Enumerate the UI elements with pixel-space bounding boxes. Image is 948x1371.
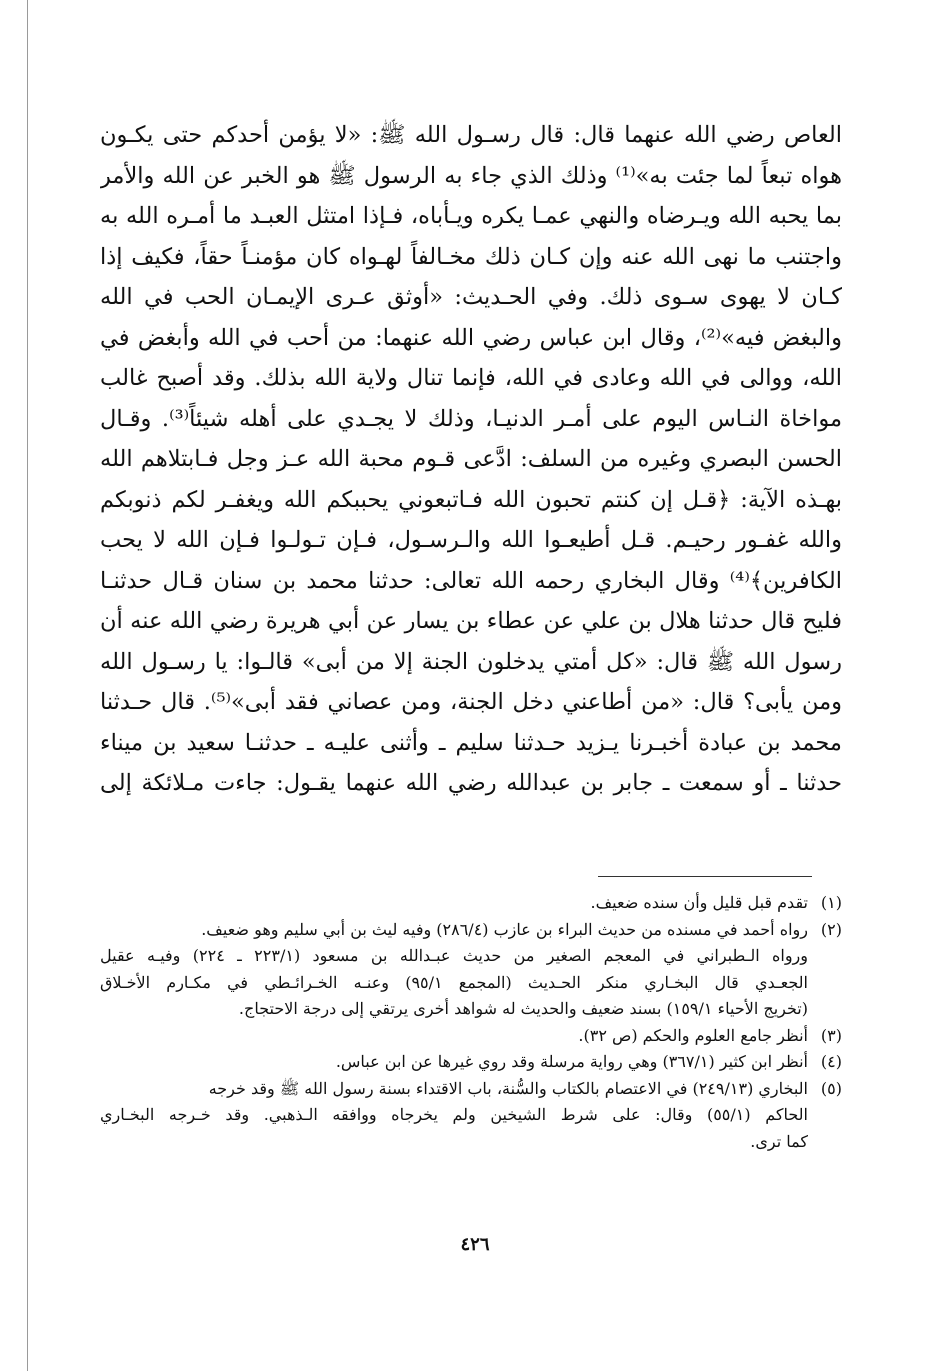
footnote-text: تقدم قبل قليل وأن سنده ضعيف. (590, 893, 808, 912)
text-line: بما يحبه الله ويـرضاه والنهي عمـا يكره ويـأباه، فـإذا امتثل العبـد ما أمـره الله به (100, 203, 842, 229)
footnote-number: (٥) (820, 1078, 842, 1098)
text-line: ومن يأبى؟ قال: «من أطاعني دخل الجنة، ومن عصاني فقد أبى»⁽⁵⁾. قال حـدثنا (100, 689, 842, 715)
footnote-text: رواه أحمد في مسنده من حديث البراء بن عازب (٢٨٦/٤) وفيه ليث بن أبي سليم وهو ضعيف. (201, 919, 808, 939)
footnote-line (100, 1076, 842, 1103)
text-line: واجتنب ما نهى الله عنه وإن كـان ذلك مخـالفاً لهـواه كان مؤمنـاً حقاً، فكيف إذا (100, 243, 842, 270)
footnote-line: (تخريج الأحياء ١٥٩/١) بسند ضعيف والحديث له شواهد أخرى يرتقي إلى درجة الاحتجاج. (238, 999, 808, 1018)
text-line: حدثنا ـ أو سمعت ـ جابر بن عبدالله رضي الله عنهما يقـول: جاءت مـلائكة إلى (100, 770, 842, 796)
footnote-line (100, 890, 842, 917)
text-line: كـان لا يهوى سـوى ذلك. وفي الحـديث: «أوثق عـرى الإيمـان الحب في الله (100, 284, 842, 310)
footnote-text: البخاري (٢٤٩/١٣) في الاعتصام بالكتاب والسُّنة، باب الاقتداء بسنة رسول الله ﷺ وقد خرجه (208, 1078, 808, 1098)
footnote-number: (١) (820, 893, 842, 912)
footnote-line: ورواه الـطبراني في المعجم الصغير من حديث عبـدالله بن مسعود (٢٢٣/١ ـ ٢٢٤) وفيـه عقيل (100, 946, 808, 965)
footnote-line (100, 1049, 842, 1076)
footnote-line: الحاكم (٥٥/١) وقال: على شرط الشيخين ولم يخرجاه ووافقه الـذهبي. وقد خـرجه البخـاري (100, 1105, 808, 1124)
footnote-separator (598, 876, 812, 877)
text-line: والله غفـور رحيـم. قـل أطيعـوا الله والـرسـول، فـإن تـولـوا فـإن الله لا يحب (100, 527, 842, 553)
main-text-block (100, 115, 842, 804)
text-line: هواه تبعاً لما جئت به»⁽¹⁾ وذلك الذي جاء به الرسول ﷺ هو الخبر عن الله والأمر (100, 162, 842, 189)
text-line: فليح قال حدثنا هلال بن علي عن عطاء بن يسار عن أبي هريرة رضي الله عنه أن (100, 608, 842, 634)
footnote-text: أنظر جامع العلوم والحكم (ص ٣٢). (578, 1025, 808, 1045)
text-line: مواخاة النـاس اليوم على أمـر الدنيـا، وذلك لا يجـدي على أهله شيئاً⁽³⁾. وقـال (100, 405, 842, 432)
footnote-line (100, 917, 842, 944)
footnote-number: (٢) (820, 919, 842, 939)
page-edge-line (27, 0, 28, 1371)
text-line: الحسن البصري وغيره من السلف: ادَّعى قـوم محبة الله عـز وجل فـابتلاهم الله (100, 446, 842, 472)
footnote-line: الجعـدي قال البخـاري منكر الحـديث (المجمع ٩٥/١) وعنـه الخـرائـطي في مكـارم الأخـلاق (100, 972, 808, 992)
text-line: رسول الله ﷺ قال: «كل أمتي يدخلون الجنة إلا من أبى» قالـوا: يا رسـول الله (100, 648, 842, 675)
text-line: بهـذه الآية: ﴿قـل إن كنتم تحبون الله فـاتبعوني يحببكم الله ويغفـر لكم ذنوبكم (100, 486, 842, 513)
page-number: ٤٢٦ (460, 1234, 490, 1255)
text-line: والبغض فيه»⁽²⁾، وقال ابن عباس رضي الله عنهما: من أحب في الله وأبغض في (100, 324, 842, 351)
footnote-line (100, 1023, 842, 1050)
footnote-number: (٤) (820, 1052, 842, 1071)
footnote-number: (٣) (820, 1025, 842, 1045)
footnote-line: كما ترى. (750, 1131, 808, 1151)
footnote-text: أنظر ابن كثير (٣٦٧/١) وهي رواية مرسلة وقد روي غيرها عن ابن عباس. (335, 1052, 808, 1071)
text-line: الله، ووالى في الله وعادى في الله، فإنما تنال ولاية الله بذلك. وقد أصبح غالب (100, 365, 842, 391)
text-line: محمد بن عبادة أخبـرنا يـزيد حـدثنا سليم ـ وأثنى عليـه ـ حدثنـا سعيد بن ميناء (100, 729, 842, 756)
text-line: العاص رضي الله عنهما قال: قال رسـول الله ﷺ: «لا يؤمن أحدكم حتى يكـون (100, 122, 842, 148)
text-line: الكافرين﴾⁽⁴⁾ وقال البخاري رحمه الله تعالى: حدثنا محمد بن سنان قـال حدثنـا (100, 567, 842, 594)
footnotes-block (100, 890, 842, 1155)
